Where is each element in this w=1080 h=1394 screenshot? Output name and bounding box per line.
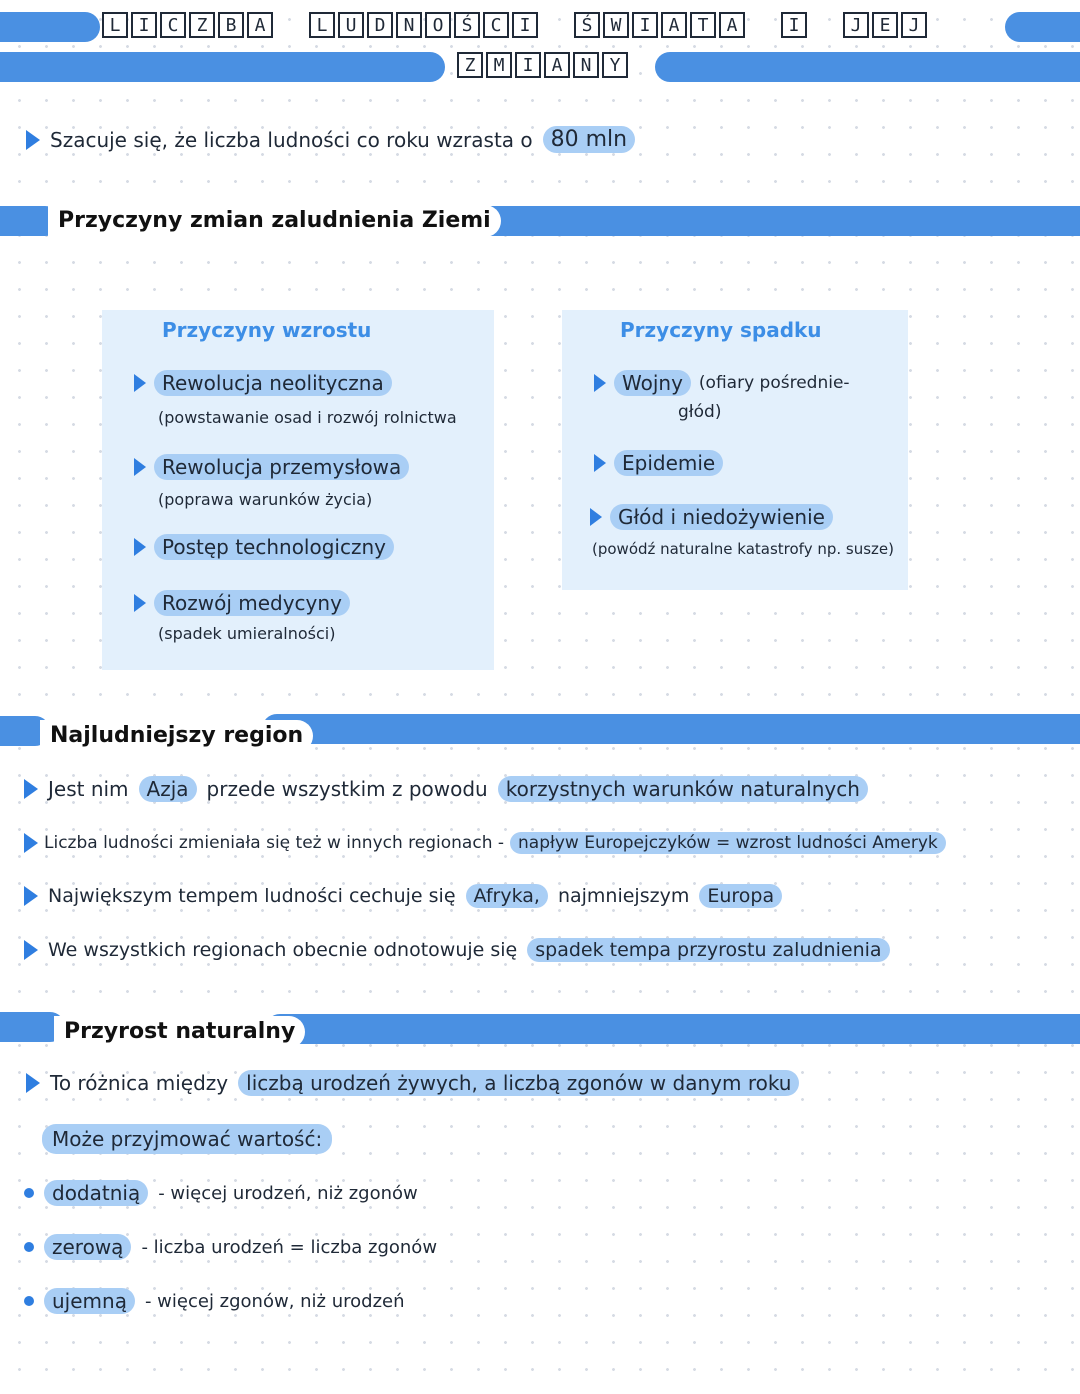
intro-line <box>26 126 635 153</box>
title-letter-tile: W <box>603 12 629 38</box>
growth-item-4-label: Rozwój medycyny <box>154 590 350 616</box>
title-letter-tile: Z <box>189 12 215 38</box>
growth-item-3-label: Postęp technologiczny <box>154 534 394 560</box>
value-zero <box>24 1234 437 1260</box>
title-bar2-right <box>655 52 1080 82</box>
bullet-triangle-icon <box>24 833 38 853</box>
region-line-2-h1: napływ Europejczyków = wzrost ludności Ameryk <box>510 832 946 854</box>
value-zero-desc: - liczba urodzeń = liczba zgonów <box>141 1236 438 1258</box>
title-letter-tile: A <box>544 52 570 78</box>
title-letter-tile: B <box>218 12 244 38</box>
title-line-1 <box>102 12 927 38</box>
title-letter-tile: A <box>719 12 745 38</box>
title-letter-tile: N <box>573 52 599 78</box>
region-line-1-pre: Jest nim <box>48 777 129 801</box>
title-letter-tile: I <box>131 12 157 38</box>
decline-item-3-label: Głód i niedożywienie <box>610 504 833 530</box>
title-word-gap <box>276 12 306 38</box>
bullet-triangle-icon <box>594 454 606 472</box>
bullet-dot-icon <box>24 1188 34 1198</box>
title-bar-left <box>0 12 100 42</box>
bullet-dot-icon <box>24 1296 34 1306</box>
growth-item-4-note: (spadek umieralności) <box>158 624 336 643</box>
growth-item-2-note: (poprawa warunków życia) <box>158 490 373 509</box>
region-line-3 <box>24 884 782 908</box>
value-negative-desc: - więcej zgonów, niż urodzeń <box>144 1290 405 1312</box>
title-letter-tile: Ś <box>574 12 600 38</box>
growth-item-2 <box>134 454 409 480</box>
title-letter-tile: C <box>160 12 186 38</box>
title-letter-tile: M <box>486 52 512 78</box>
title-letter-tile: J <box>901 12 927 38</box>
region-line-3-mid: najmniejszym <box>557 885 690 907</box>
definition-pre: To różnica między <box>50 1071 229 1095</box>
section3-heading: Przyrost naturalny <box>54 1016 305 1048</box>
region-line-4 <box>24 938 890 962</box>
title-word-gap <box>748 12 778 38</box>
title-letter-tile: I <box>632 12 658 38</box>
bullet-dot-icon <box>24 1242 34 1252</box>
value-negative-label: ujemną <box>44 1288 135 1314</box>
title-letter-tile: I <box>781 12 807 38</box>
title-letter-tile: N <box>396 12 422 38</box>
region-line-4-h1: spadek tempa przyrostu zaludnienia <box>527 938 889 962</box>
growth-card-title: Przyczyny wzrostu <box>162 318 372 342</box>
region-line-1-mid: przede wszystkim z powodu <box>206 777 488 801</box>
region-line-3-pre: Największym tempem ludności cechuje się <box>48 885 456 907</box>
title-letter-tile: J <box>843 12 869 38</box>
decline-item-1-note-a: (ofiary pośrednie- <box>698 373 850 393</box>
decline-item-3-note: (powódź naturalne katastrofy np. susze) <box>592 540 894 558</box>
title-bar-right <box>1005 12 1080 42</box>
bullet-triangle-icon <box>134 538 146 556</box>
decline-item-1-label: Wojny <box>614 370 691 396</box>
title-line-2 <box>457 52 628 78</box>
decline-item-2-label: Epidemie <box>614 450 723 476</box>
section1-ribbon-right <box>425 206 1080 236</box>
value-zero-label: zerową <box>44 1234 131 1260</box>
bullet-triangle-icon <box>594 374 606 392</box>
title-bar2-left <box>0 52 445 82</box>
title-letter-tile: I <box>515 52 541 78</box>
decline-card-title: Przyczyny spadku <box>620 318 822 342</box>
title-letter-tile: C <box>483 12 509 38</box>
bullet-triangle-icon <box>134 458 146 476</box>
growth-item-2-label: Rewolucja przemysłowa <box>154 454 409 480</box>
decline-item-3 <box>590 504 833 530</box>
region-line-3-h1: Afryka, <box>466 884 548 908</box>
bullet-triangle-icon <box>26 1073 40 1093</box>
region-line-1-h1: Azja <box>139 776 197 802</box>
values-label: Może przyjmować wartość: <box>42 1124 332 1154</box>
value-negative <box>24 1288 405 1314</box>
title-letter-tile: O <box>425 12 451 38</box>
intro-text: Szacuje się, że liczba ludności co roku wzrasta o <box>50 127 533 152</box>
definition-highlight: liczbą urodzeń żywych, a liczbą zgonów w danym roku <box>238 1070 799 1096</box>
section3-ribbon-right <box>265 1014 1080 1044</box>
decline-item-2 <box>594 450 723 476</box>
title-letter-tile: A <box>661 12 687 38</box>
region-line-4-pre: We wszystkich regionach obecnie odnotowuje się <box>48 939 518 961</box>
section2-heading: Najludniejszy region <box>40 720 313 752</box>
growth-item-1-note: (powstawanie osad i rozwój rolnictwa <box>158 408 457 427</box>
title-letter-tile: I <box>512 12 538 38</box>
growth-item-1-label: Rewolucja neolityczna <box>154 370 392 396</box>
section2-ribbon-right <box>262 714 1080 744</box>
bullet-triangle-icon <box>134 374 146 392</box>
decline-item-1-note-b: głód) <box>678 402 722 422</box>
definition-line <box>26 1070 799 1096</box>
title-word-gap <box>541 12 571 38</box>
title-letter-tile: L <box>309 12 335 38</box>
bullet-triangle-icon <box>134 594 146 612</box>
intro-highlight: 80 mln <box>543 126 635 153</box>
value-positive <box>24 1180 418 1206</box>
growth-item-4 <box>134 590 350 616</box>
title-letter-tile: Ś <box>454 12 480 38</box>
region-line-2 <box>24 832 946 854</box>
region-line-2-pre: Liczba ludności zmieniała się też w innych regionach - <box>44 833 505 853</box>
growth-item-1 <box>134 370 392 396</box>
bullet-triangle-icon <box>24 940 38 960</box>
bullet-triangle-icon <box>24 886 38 906</box>
value-positive-desc: - więcej urodzeń, niż zgonów <box>158 1182 418 1204</box>
values-label-line <box>42 1124 332 1154</box>
region-line-1-h2: korzystnych warunków naturalnych <box>498 776 868 802</box>
bullet-triangle-icon <box>590 508 602 526</box>
title-letter-tile: E <box>872 12 898 38</box>
region-line-1 <box>24 776 868 802</box>
title-letter-tile: U <box>338 12 364 38</box>
section1-heading: Przyczyny zmian zaludnienia Ziemi <box>48 205 501 237</box>
title-word-gap <box>810 12 840 38</box>
title-letter-tile: A <box>247 12 273 38</box>
growth-item-3 <box>134 534 394 560</box>
title-letter-tile: T <box>690 12 716 38</box>
bullet-triangle-icon <box>24 779 38 799</box>
value-positive-label: dodatnią <box>44 1180 148 1206</box>
title-letter-tile: Y <box>602 52 628 78</box>
bullet-triangle-icon <box>26 130 40 150</box>
title-letter-tile: L <box>102 12 128 38</box>
decline-item-1 <box>594 370 850 396</box>
title-letter-tile: D <box>367 12 393 38</box>
title-letter-tile: Z <box>457 52 483 78</box>
region-line-3-h2: Europa <box>699 884 782 908</box>
